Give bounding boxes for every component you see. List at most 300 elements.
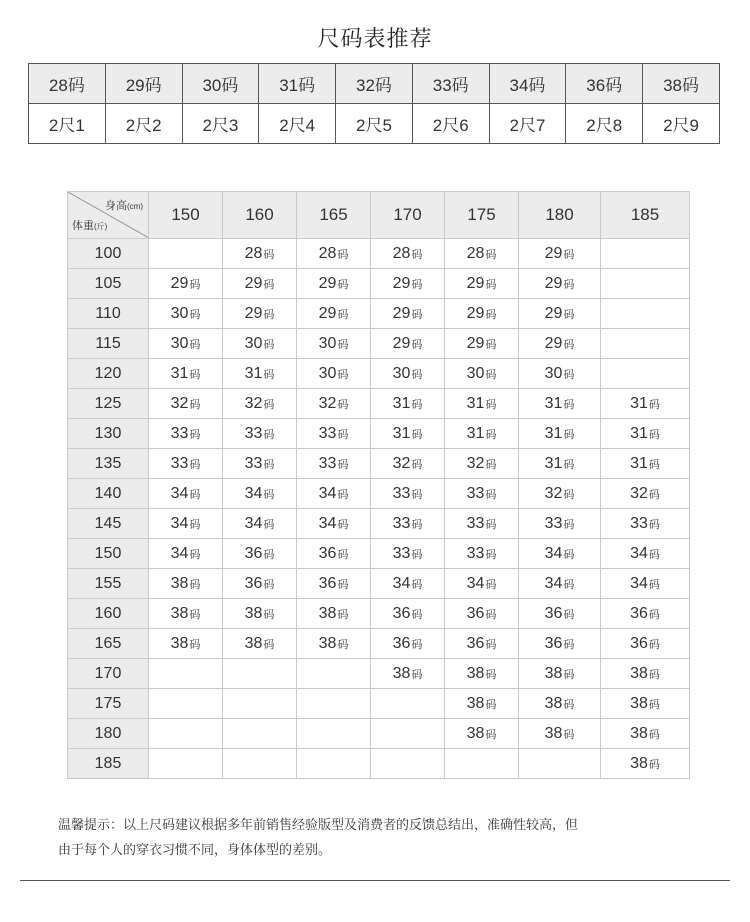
size-number: 34 xyxy=(170,514,189,532)
size-cell xyxy=(223,269,297,299)
weight-header-cell: 100 xyxy=(68,239,149,269)
weight-header-cell: 150 xyxy=(68,539,149,569)
size-label-cell: 34码 xyxy=(489,64,566,104)
grid-row xyxy=(68,389,690,419)
size-cell xyxy=(297,269,371,299)
size-suffix: 码 xyxy=(563,248,575,261)
size-suffix: 码 xyxy=(411,638,423,651)
size-cell xyxy=(519,749,601,779)
size-cell xyxy=(149,359,223,389)
size-row xyxy=(29,64,720,104)
size-number: 38 xyxy=(630,694,648,712)
size-cell xyxy=(149,419,223,449)
height-header-cell: 180 xyxy=(519,192,601,239)
size-cell xyxy=(223,449,297,479)
grid-row xyxy=(68,449,690,479)
size-suffix: 码 xyxy=(263,308,275,321)
waist-label-cell: 2尺6 xyxy=(412,104,489,144)
size-suffix: 码 xyxy=(411,518,423,531)
size-number: 33 xyxy=(630,514,648,532)
size-suffix: 码 xyxy=(648,428,660,441)
size-number: 29 xyxy=(318,304,337,322)
size-suffix: 码 xyxy=(563,458,575,471)
size-suffix: 码 xyxy=(189,308,201,321)
waist-label-cell: 2尺7 xyxy=(489,104,566,144)
size-suffix: 码 xyxy=(337,578,349,591)
waist-row xyxy=(29,104,720,144)
size-number: 34 xyxy=(630,544,648,562)
size-cell xyxy=(601,299,690,329)
size-cell xyxy=(297,299,371,329)
grid-row xyxy=(68,749,690,779)
size-number: 29 xyxy=(544,244,563,262)
waist-label-cell: 2尺5 xyxy=(336,104,413,144)
size-number: 38 xyxy=(318,634,337,652)
size-cell xyxy=(445,719,519,749)
size-cell xyxy=(601,629,690,659)
size-number: 36 xyxy=(630,634,648,652)
size-suffix: 码 xyxy=(485,548,497,561)
size-cell xyxy=(519,419,601,449)
size-cell xyxy=(445,689,519,719)
size-number: 32 xyxy=(318,394,337,412)
size-suffix: 码 xyxy=(263,398,275,411)
size-cell xyxy=(601,389,690,419)
size-number: 33 xyxy=(318,424,337,442)
size-number: 30 xyxy=(170,334,189,352)
size-number: 33 xyxy=(170,454,189,472)
size-number: 33 xyxy=(170,424,189,442)
size-number: 28 xyxy=(392,244,411,262)
size-number: 34 xyxy=(170,484,189,502)
size-number: 30 xyxy=(318,364,337,382)
size-suffix: 码 xyxy=(411,548,423,561)
size-number: 32 xyxy=(630,484,648,502)
size-number: 30 xyxy=(244,334,263,352)
weight-header-cell: 120 xyxy=(68,359,149,389)
size-cell xyxy=(519,569,601,599)
size-suffix: 码 xyxy=(648,548,660,561)
grid-corner-cell xyxy=(68,192,149,239)
height-header-cell: 170 xyxy=(371,192,445,239)
size-cell xyxy=(445,479,519,509)
size-number: 33 xyxy=(392,514,411,532)
size-number: 36 xyxy=(244,574,263,592)
size-cell xyxy=(371,689,445,719)
size-cell xyxy=(519,239,601,269)
size-number: 29 xyxy=(466,334,485,352)
size-number: 34 xyxy=(544,544,563,562)
size-cell xyxy=(601,689,690,719)
size-cell xyxy=(371,539,445,569)
size-number: 33 xyxy=(244,454,263,472)
size-suffix: 码 xyxy=(189,428,201,441)
size-cell xyxy=(297,359,371,389)
size-suffix: 码 xyxy=(189,338,201,351)
waist-label-cell: 2尺8 xyxy=(566,104,643,144)
grid-row xyxy=(68,269,690,299)
size-cell xyxy=(601,569,690,599)
size-number: 31 xyxy=(544,394,563,412)
size-number: 30 xyxy=(318,334,337,352)
size-number: 38 xyxy=(170,574,189,592)
size-suffix: 码 xyxy=(411,278,423,291)
size-number: 34 xyxy=(170,544,189,562)
height-header-cell: 165 xyxy=(297,192,371,239)
size-label-cell: 32码 xyxy=(336,64,413,104)
size-suffix: 码 xyxy=(648,488,660,501)
size-cell xyxy=(519,719,601,749)
size-number: 31 xyxy=(244,364,263,382)
size-cell xyxy=(519,269,601,299)
size-suffix: 码 xyxy=(411,398,423,411)
size-number: 32 xyxy=(466,454,485,472)
size-suffix: 码 xyxy=(563,398,575,411)
size-cell xyxy=(297,389,371,419)
size-cell xyxy=(297,479,371,509)
grid-row xyxy=(68,479,690,509)
size-cell xyxy=(223,239,297,269)
size-label-cell: 29码 xyxy=(105,64,182,104)
size-suffix: 码 xyxy=(485,638,497,651)
size-number: 38 xyxy=(630,724,648,742)
size-cell xyxy=(445,359,519,389)
size-cell xyxy=(519,689,601,719)
size-number: 33 xyxy=(544,514,563,532)
size-number: 38 xyxy=(544,694,563,712)
size-cell xyxy=(601,329,690,359)
size-number: 29 xyxy=(544,334,563,352)
size-suffix: 码 xyxy=(337,548,349,561)
size-number: 29 xyxy=(392,304,411,322)
size-suffix: 码 xyxy=(485,338,497,351)
size-number: 29 xyxy=(544,304,563,322)
size-cell xyxy=(223,629,297,659)
size-cell xyxy=(445,419,519,449)
size-cell xyxy=(519,329,601,359)
size-number: 36 xyxy=(544,604,563,622)
size-cell xyxy=(223,749,297,779)
grid-row xyxy=(68,659,690,689)
size-number: 29 xyxy=(544,274,563,292)
size-label-cell: 31码 xyxy=(259,64,336,104)
size-suffix: 码 xyxy=(485,398,497,411)
size-suffix: 码 xyxy=(411,428,423,441)
size-cell xyxy=(149,509,223,539)
size-suffix: 码 xyxy=(485,698,497,711)
size-suffix: 码 xyxy=(189,458,201,471)
size-suffix: 码 xyxy=(189,578,201,591)
note-line-1: 温馨提示：以上尺码建议根据多年前销售经验版型及消费者的反馈总结出，准确性较高，但 xyxy=(58,817,579,832)
grid-row xyxy=(68,689,690,719)
size-suffix: 码 xyxy=(563,368,575,381)
size-number: 38 xyxy=(466,724,485,742)
size-cell xyxy=(519,509,601,539)
size-number: 38 xyxy=(630,754,648,772)
size-cell xyxy=(223,299,297,329)
size-number: 38 xyxy=(170,634,189,652)
size-number: 33 xyxy=(318,454,337,472)
size-suffix: 码 xyxy=(563,608,575,621)
size-suffix: 码 xyxy=(337,488,349,501)
size-suffix: 码 xyxy=(411,338,423,351)
waist-label-cell: 2尺1 xyxy=(29,104,106,144)
size-cell xyxy=(601,419,690,449)
size-cell xyxy=(297,539,371,569)
size-number: 30 xyxy=(170,304,189,322)
size-cell xyxy=(223,419,297,449)
size-cell xyxy=(149,239,223,269)
size-number: 38 xyxy=(630,664,648,682)
size-cell xyxy=(519,389,601,419)
grid-row xyxy=(68,239,690,269)
size-suffix: 码 xyxy=(263,548,275,561)
size-cell xyxy=(601,599,690,629)
size-suffix: 码 xyxy=(263,428,275,441)
size-label-cell: 36码 xyxy=(566,64,643,104)
size-number: 31 xyxy=(392,424,411,442)
size-suffix: 码 xyxy=(411,578,423,591)
size-suffix: 码 xyxy=(563,278,575,291)
size-cell xyxy=(149,299,223,329)
size-suffix: 码 xyxy=(648,698,660,711)
size-suffix: 码 xyxy=(485,278,497,291)
weight-header-cell: 155 xyxy=(68,569,149,599)
size-number: 31 xyxy=(544,424,563,442)
size-label-cell: 28码 xyxy=(29,64,106,104)
size-cell xyxy=(445,509,519,539)
size-cell xyxy=(297,329,371,359)
weight-axis-label: 体重(斤) xyxy=(72,220,108,232)
size-cell xyxy=(371,389,445,419)
size-cell xyxy=(445,539,519,569)
size-cell xyxy=(149,269,223,299)
size-suffix: 码 xyxy=(648,668,660,681)
size-cell xyxy=(371,299,445,329)
size-number: 38 xyxy=(244,604,263,622)
size-number: 30 xyxy=(466,364,485,382)
grid-row xyxy=(68,509,690,539)
size-label-cell: 38码 xyxy=(643,64,720,104)
size-number: 38 xyxy=(466,664,485,682)
size-number: 33 xyxy=(244,424,263,442)
size-suffix: 码 xyxy=(189,548,201,561)
size-cell xyxy=(601,509,690,539)
size-cell xyxy=(371,239,445,269)
size-suffix: 码 xyxy=(563,428,575,441)
size-number: 38 xyxy=(544,724,563,742)
size-cell xyxy=(149,659,223,689)
size-suffix: 码 xyxy=(337,278,349,291)
size-suffix: 码 xyxy=(411,488,423,501)
size-number: 30 xyxy=(392,364,411,382)
size-number: 31 xyxy=(392,394,411,412)
size-cell xyxy=(445,599,519,629)
size-number: 34 xyxy=(544,574,563,592)
size-number: 36 xyxy=(544,634,563,652)
size-suffix: 码 xyxy=(563,338,575,351)
size-cell xyxy=(223,359,297,389)
size-suffix: 码 xyxy=(648,758,660,771)
size-suffix: 码 xyxy=(563,668,575,681)
size-cell xyxy=(519,539,601,569)
size-cell xyxy=(223,509,297,539)
size-cell xyxy=(149,479,223,509)
size-cell xyxy=(601,479,690,509)
size-number: 36 xyxy=(244,544,263,562)
weight-header-cell: 170 xyxy=(68,659,149,689)
size-number: 28 xyxy=(466,244,485,262)
size-suffix: 码 xyxy=(337,338,349,351)
size-cell xyxy=(371,479,445,509)
size-suffix: 码 xyxy=(485,608,497,621)
size-cell xyxy=(223,719,297,749)
size-cell xyxy=(371,719,445,749)
size-number: 33 xyxy=(466,484,485,502)
size-cell xyxy=(445,569,519,599)
size-suffix: 码 xyxy=(337,368,349,381)
size-cell xyxy=(149,329,223,359)
size-number: 30 xyxy=(544,364,563,382)
height-header-cell: 185 xyxy=(601,192,690,239)
size-number: 36 xyxy=(318,574,337,592)
size-suffix: 码 xyxy=(337,398,349,411)
size-cell xyxy=(519,359,601,389)
size-suffix: 码 xyxy=(189,488,201,501)
size-suffix: 码 xyxy=(648,578,660,591)
size-label-cell: 30码 xyxy=(182,64,259,104)
weight-header-cell: 115 xyxy=(68,329,149,359)
size-cell xyxy=(519,659,601,689)
size-suffix: 码 xyxy=(411,248,423,261)
size-suffix: 码 xyxy=(189,278,201,291)
weight-header-cell: 130 xyxy=(68,419,149,449)
size-suffix: 码 xyxy=(563,308,575,321)
height-header-cell: 150 xyxy=(149,192,223,239)
size-suffix: 码 xyxy=(411,668,423,681)
weight-header-cell: 165 xyxy=(68,629,149,659)
size-number: 38 xyxy=(170,604,189,622)
size-cell xyxy=(371,419,445,449)
size-number: 32 xyxy=(170,394,189,412)
waist-label-cell: 2尺3 xyxy=(182,104,259,144)
size-suffix: 码 xyxy=(263,458,275,471)
size-cell xyxy=(601,719,690,749)
bottom-divider xyxy=(20,880,730,881)
size-cell xyxy=(445,629,519,659)
size-cell xyxy=(371,509,445,539)
size-cell xyxy=(149,599,223,629)
grid-row xyxy=(68,719,690,749)
size-number: 34 xyxy=(630,574,648,592)
size-label-cell: 33码 xyxy=(412,64,489,104)
size-number: 38 xyxy=(466,694,485,712)
height-header-cell: 175 xyxy=(445,192,519,239)
size-cell xyxy=(519,629,601,659)
weight-header-cell: 185 xyxy=(68,749,149,779)
size-cell xyxy=(371,269,445,299)
size-suffix: 码 xyxy=(563,548,575,561)
size-cell xyxy=(297,629,371,659)
weight-header-cell: 110 xyxy=(68,299,149,329)
size-suffix: 码 xyxy=(563,698,575,711)
size-tip-note xyxy=(58,812,698,862)
size-number: 33 xyxy=(392,544,411,562)
grid-row xyxy=(68,629,690,659)
size-cell xyxy=(223,689,297,719)
size-cell xyxy=(445,449,519,479)
size-cell xyxy=(297,569,371,599)
size-number: 31 xyxy=(170,364,189,382)
size-suffix: 码 xyxy=(485,368,497,381)
size-suffix: 码 xyxy=(189,518,201,531)
size-suffix: 码 xyxy=(263,248,275,261)
size-conversion-table xyxy=(28,63,720,144)
size-cell xyxy=(445,389,519,419)
size-number: 34 xyxy=(244,484,263,502)
size-number: 28 xyxy=(318,244,337,262)
size-suffix: 码 xyxy=(648,728,660,741)
size-suffix: 码 xyxy=(189,638,201,651)
size-cell xyxy=(445,269,519,299)
page-title: 尺码表推荐 xyxy=(317,26,433,51)
size-suffix: 码 xyxy=(337,518,349,531)
grid-row xyxy=(68,569,690,599)
size-cell xyxy=(371,749,445,779)
size-number: 29 xyxy=(244,274,263,292)
note-line-2: 由于每个人的穿衣习惯不同，身体体型的差别。 xyxy=(58,842,332,857)
size-suffix: 码 xyxy=(648,638,660,651)
size-suffix: 码 xyxy=(263,488,275,501)
grid-row xyxy=(68,329,690,359)
size-cell xyxy=(601,749,690,779)
size-suffix: 码 xyxy=(411,368,423,381)
size-cell xyxy=(149,389,223,419)
size-number: 36 xyxy=(466,634,485,652)
size-number: 31 xyxy=(544,454,563,472)
size-number: 31 xyxy=(630,394,648,412)
size-suffix: 码 xyxy=(648,458,660,471)
size-cell xyxy=(149,569,223,599)
size-cell xyxy=(297,719,371,749)
size-number: 31 xyxy=(466,424,485,442)
size-number: 36 xyxy=(318,544,337,562)
size-cell xyxy=(297,449,371,479)
size-suffix: 码 xyxy=(648,608,660,621)
size-cell xyxy=(149,689,223,719)
size-cell xyxy=(149,539,223,569)
size-suffix: 码 xyxy=(189,368,201,381)
weight-header-cell: 180 xyxy=(68,719,149,749)
weight-header-cell: 135 xyxy=(68,449,149,479)
size-number: 29 xyxy=(318,274,337,292)
size-suffix: 码 xyxy=(563,518,575,531)
size-cell xyxy=(445,659,519,689)
size-suffix: 码 xyxy=(337,428,349,441)
size-number: 38 xyxy=(392,664,411,682)
size-suffix: 码 xyxy=(189,398,201,411)
size-suffix: 码 xyxy=(189,608,201,621)
size-number: 34 xyxy=(466,574,485,592)
size-cell xyxy=(297,599,371,629)
grid-row xyxy=(68,419,690,449)
size-cell xyxy=(297,689,371,719)
size-cell xyxy=(601,239,690,269)
size-cell xyxy=(297,509,371,539)
size-cell xyxy=(223,599,297,629)
size-number: 34 xyxy=(318,484,337,502)
size-number: 36 xyxy=(392,604,411,622)
